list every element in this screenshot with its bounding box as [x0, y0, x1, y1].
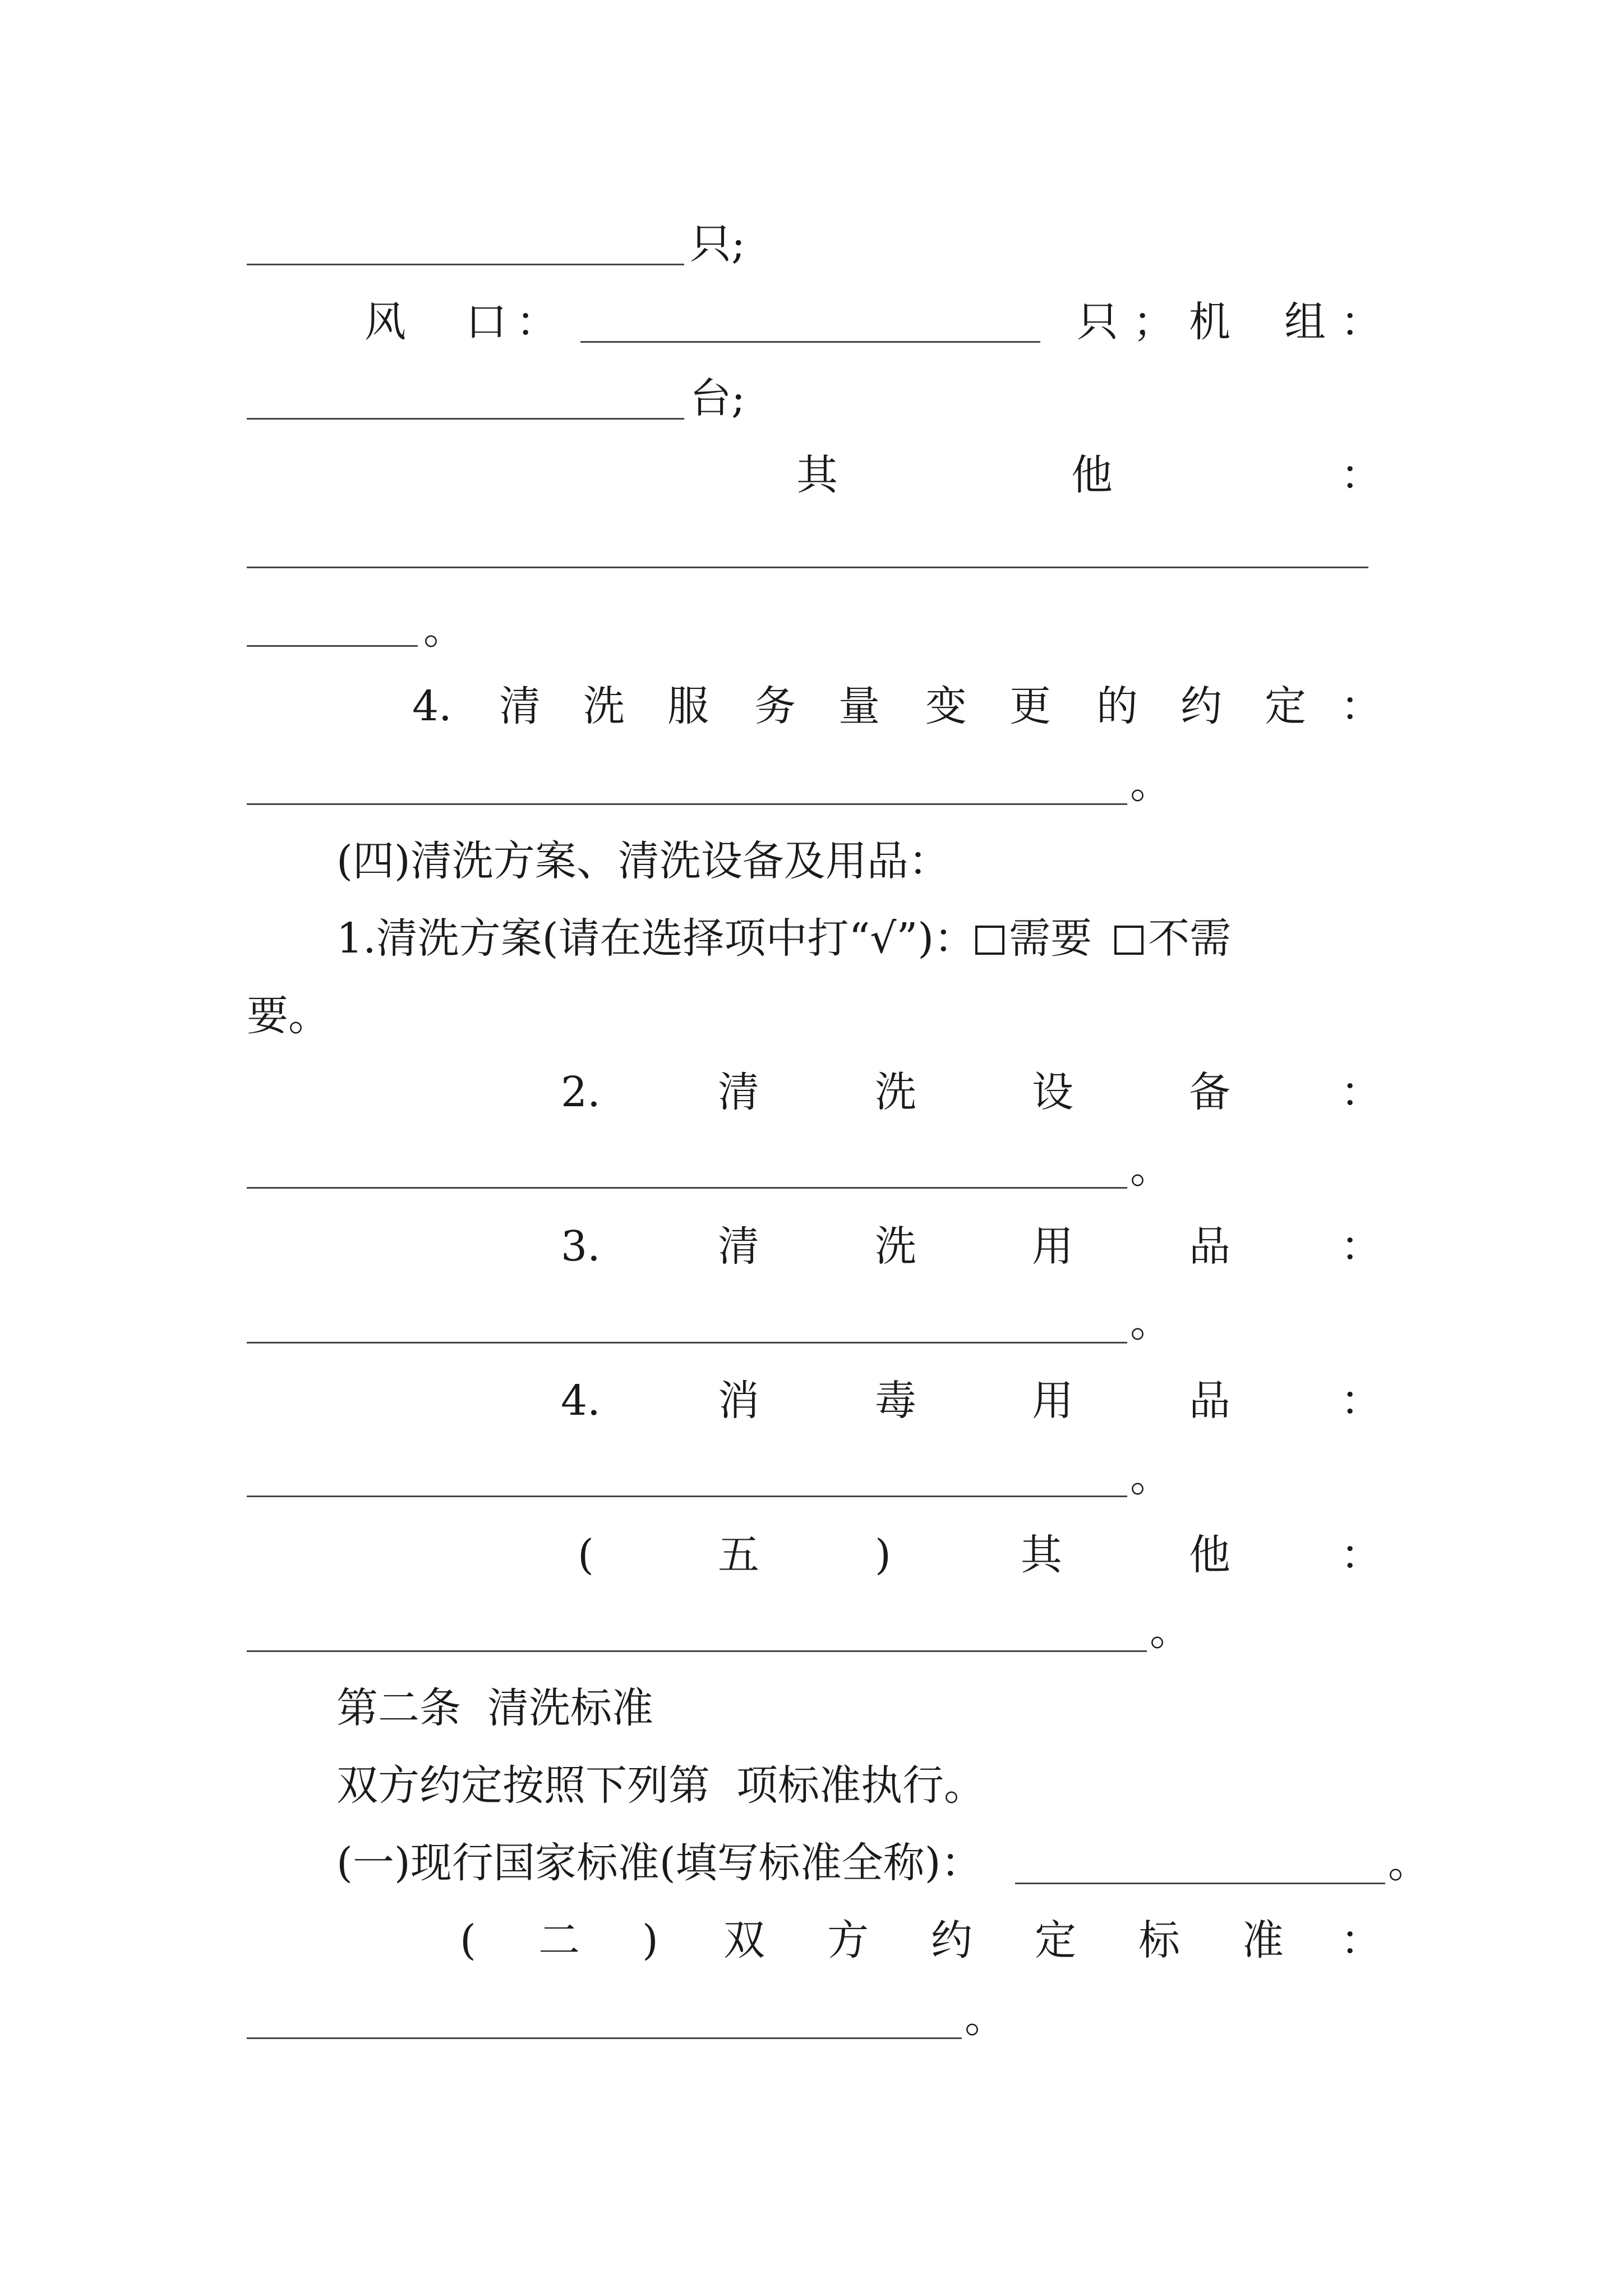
label-char: 消	[718, 1377, 759, 1425]
label-char: 备	[1189, 1068, 1230, 1116]
fill-blank-line[interactable]	[247, 567, 1368, 568]
section-heading: (四)清洗方案、清洗设备及用品：	[336, 837, 950, 885]
label-char: 清	[718, 1068, 759, 1116]
label-char: 4.	[412, 682, 452, 730]
label-char: 只	[1077, 298, 1118, 346]
label-char: 口	[465, 298, 507, 346]
label-char: 2.	[561, 1068, 601, 1116]
fill-blank-line[interactable]	[247, 1342, 1127, 1343]
label-char: 4.	[561, 1377, 601, 1425]
checkbox-no-need[interactable]	[1114, 926, 1144, 955]
label-char: 准	[1242, 1916, 1284, 1964]
label-char: 服	[667, 682, 709, 730]
label-char: 机	[1189, 298, 1230, 346]
wrap-tail: 要。	[247, 992, 330, 1040]
label-char: 务	[754, 682, 796, 730]
unit-suffix: 只;	[690, 220, 745, 268]
label-char: 毒	[875, 1377, 916, 1425]
label-char: 用	[1032, 1222, 1073, 1271]
sentence-end: 。	[1130, 760, 1172, 808]
label-char: 其	[796, 451, 838, 499]
label-char: ：	[1340, 682, 1382, 730]
checkbox-need[interactable]	[975, 926, 1004, 955]
fill-blank-line[interactable]	[247, 418, 684, 420]
option-need-label: 需要	[1009, 914, 1092, 963]
fill-blank-line[interactable]	[247, 264, 684, 265]
label-char: 他	[1071, 451, 1113, 499]
sentence-end: 。	[965, 1994, 1006, 2042]
label-char: (	[460, 1916, 476, 1964]
label-char: 洗	[583, 682, 625, 730]
label-char: 用	[1032, 1377, 1073, 1425]
national-standard-label: (一)现行国家标准(填写标准全称)：	[336, 1839, 983, 1887]
option-no-need-label: 不需	[1148, 914, 1232, 963]
label-char: 变	[925, 682, 967, 730]
fill-blank-line[interactable]	[1015, 1883, 1385, 1884]
label-char: ：	[1340, 1377, 1382, 1425]
fill-blank-line[interactable]	[247, 2037, 962, 2039]
fill-blank-line[interactable]	[580, 341, 1040, 343]
label-char: 双	[723, 1916, 765, 1964]
article-text: 双方约定按照下列第 项标准执行。	[336, 1761, 986, 1810]
label-char: 其	[1021, 1531, 1062, 1579]
sentence-end: 。	[1130, 1453, 1172, 1501]
fill-blank-line[interactable]	[247, 1496, 1127, 1497]
label-char: 品	[1189, 1377, 1230, 1425]
label-char: 五	[718, 1531, 759, 1579]
label-char: 量	[838, 682, 880, 730]
label-char: 定	[1035, 1916, 1076, 1964]
label-char: ：	[1340, 1531, 1382, 1579]
sentence-end: 。	[1130, 1144, 1172, 1193]
label-char: 组	[1284, 298, 1326, 346]
label-char: 品	[1189, 1222, 1230, 1271]
label-char: 清	[718, 1222, 759, 1271]
fill-blank-line[interactable]	[247, 645, 418, 647]
label-char: 清	[499, 682, 541, 730]
label-char: 洗	[875, 1222, 916, 1271]
label-char: ；	[1133, 298, 1174, 346]
label-char: 设	[1032, 1068, 1073, 1116]
label-char: ：	[1340, 298, 1382, 346]
label-char: 约	[931, 1916, 972, 1964]
label-char: 方	[827, 1916, 869, 1964]
sentence-end: 。	[1130, 1298, 1172, 1346]
plan-row	[336, 914, 1232, 963]
label-char: ：	[1340, 451, 1382, 499]
sentence-end: 。	[1150, 1607, 1191, 1655]
label-char: 风	[365, 298, 406, 346]
label-char: ：	[516, 298, 557, 346]
label-char: )	[875, 1531, 891, 1579]
label-char: 约	[1181, 682, 1222, 730]
unit-suffix: 台;	[690, 374, 745, 422]
label-char: ：	[1340, 1916, 1382, 1964]
fill-blank-line[interactable]	[247, 1650, 1147, 1652]
label-char: (	[578, 1531, 594, 1579]
article-title: 第二条 清洗标准	[336, 1684, 654, 1732]
label-char: 洗	[875, 1068, 916, 1116]
label-char: 标	[1138, 1916, 1180, 1964]
fill-blank-line[interactable]	[247, 1187, 1127, 1189]
label-char: 他	[1189, 1531, 1230, 1579]
sentence-end: 。	[1388, 1839, 1430, 1887]
label-char: )	[642, 1916, 658, 1964]
label-char: 定	[1265, 682, 1306, 730]
label-char: 更	[1009, 682, 1051, 730]
plan-label: 1.清洗方案(请在选择项中打“√”)：	[336, 914, 976, 963]
fill-blank-line[interactable]	[247, 803, 1127, 805]
label-char: ：	[1340, 1068, 1382, 1116]
label-char: 的	[1096, 682, 1138, 730]
label-char: 3.	[561, 1222, 601, 1271]
label-char: ：	[1340, 1222, 1382, 1271]
label-char: 二	[538, 1916, 580, 1964]
sentence-end: 。	[423, 605, 465, 654]
